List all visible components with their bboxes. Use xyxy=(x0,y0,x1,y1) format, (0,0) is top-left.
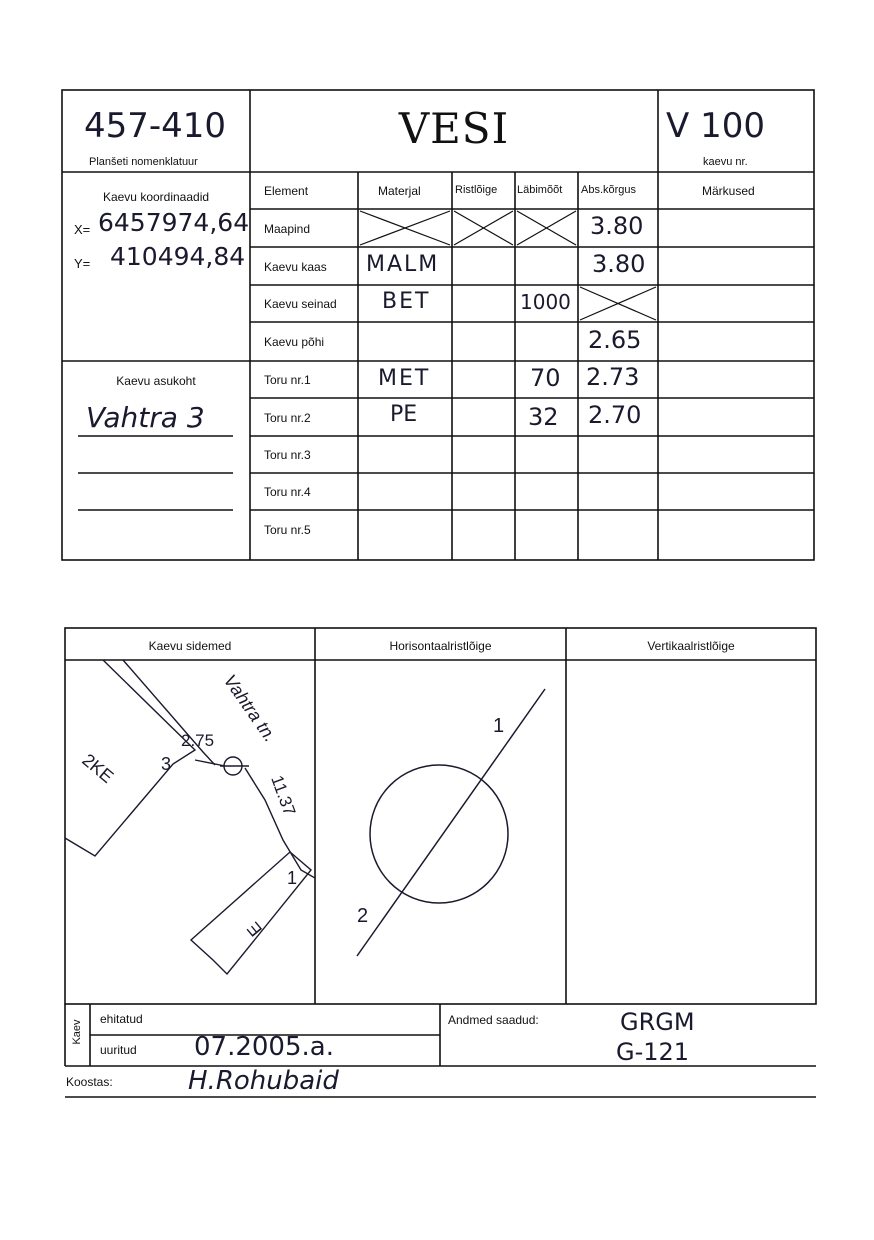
document-title: VESI xyxy=(398,104,510,153)
andmed-value-2: G-121 xyxy=(616,1038,690,1066)
koostas-value: H.Rohubaid xyxy=(188,1066,339,1096)
col-header-markused: Märkused xyxy=(702,184,755,198)
well-number-label: kaevu nr. xyxy=(703,156,748,168)
col-header-labimoot: Läbimõõt xyxy=(517,184,563,196)
cell-toru2-materjal: PE xyxy=(390,402,418,427)
sketch-building1: 2KE xyxy=(78,749,118,787)
pipe2-label: 2 xyxy=(357,905,369,927)
sketch-dist1: 2.75 xyxy=(181,731,215,750)
location-value: Vahtra 3 xyxy=(86,401,205,434)
sketch-measure-line xyxy=(195,760,225,766)
y-coordinate-label: Y= xyxy=(74,256,91,271)
upper-grid xyxy=(0,0,874,600)
col-label-vertikaal: Vertikaalristlõige xyxy=(647,639,735,653)
sketch-num3: 3 xyxy=(161,754,172,774)
y-coordinate-value: 410494,84 xyxy=(110,242,246,271)
location-sketch xyxy=(65,660,315,1004)
x-coordinate-label: X= xyxy=(74,222,91,237)
cell-maapind-abs: 3.80 xyxy=(590,212,644,240)
row-element-8: Toru nr.4 xyxy=(264,485,311,499)
cell-toru1-materjal: MET xyxy=(378,366,431,391)
andmed-value-1: GRGM xyxy=(620,1008,695,1036)
andmed-label: Andmed saadud: xyxy=(448,1013,539,1027)
well-number-value: V 100 xyxy=(666,106,765,146)
cell-pohi-abs: 2.65 xyxy=(588,326,642,354)
col-header-element: Element xyxy=(264,184,309,198)
row-element-4: Kaevu põhi xyxy=(264,335,325,349)
row-element-5: Toru nr.1 xyxy=(264,373,311,387)
row-element-9: Toru nr.5 xyxy=(264,523,311,537)
sketch-building2: E xyxy=(243,918,267,941)
col-label-horisontaal: Horisontaalristlõige xyxy=(389,639,492,653)
coordinates-label: Kaevu koordinaadid xyxy=(102,190,210,204)
col-header-abs-korgus: Abs.kõrgus xyxy=(581,184,637,196)
row-element-7: Toru nr.3 xyxy=(264,448,311,462)
x-coordinate-value: 6457974,64 xyxy=(98,208,250,237)
cell-seinad-materjal: BET xyxy=(382,289,431,314)
pipe-line xyxy=(357,689,545,956)
row-element-1: Maapind xyxy=(264,222,311,236)
row-element-2: Kaevu kaas xyxy=(264,260,327,274)
uuritud-value: 07.2005.a. xyxy=(194,1032,334,1062)
sketch-street-label: Vahtra tn. xyxy=(219,670,281,746)
cell-kaas-materjal: MALM xyxy=(366,252,440,277)
pipe1-label: 1 xyxy=(493,715,505,737)
horizontal-cross-section xyxy=(315,660,566,1004)
lower-form xyxy=(0,600,874,1120)
plansheet-value: 457-410 xyxy=(84,106,227,146)
kaev-label: Kaev xyxy=(71,1019,83,1045)
row-element-3: Kaevu seinad xyxy=(264,297,337,311)
cell-toru2-abs: 2.70 xyxy=(588,401,642,429)
koostas-label: Koostas: xyxy=(66,1075,113,1089)
location-label: Kaevu asukoht xyxy=(116,374,196,388)
col-header-materjal: Materjal xyxy=(378,184,421,198)
cell-toru1-abs: 2.73 xyxy=(586,363,640,391)
cell-toru1-labimoot: 70 xyxy=(530,364,561,392)
row-element-6: Toru nr.2 xyxy=(264,411,311,425)
ehitatud-label: ehitatud xyxy=(100,1012,143,1026)
well-outline-circle xyxy=(370,765,508,903)
cell-seinad-labimoot: 1000 xyxy=(520,290,571,314)
upper-form xyxy=(0,0,874,600)
sketch-dist2: 11.37 xyxy=(267,772,300,819)
cell-kaas-abs: 3.80 xyxy=(592,250,646,278)
col-header-ristloige: Ristlõige xyxy=(455,184,498,196)
uuritud-label: uuritud xyxy=(100,1043,137,1057)
sketch-num1: 1 xyxy=(287,868,298,888)
col-label-sidemed: Kaevu sidemed xyxy=(148,639,232,653)
cell-toru2-labimoot: 32 xyxy=(528,403,559,431)
plansheet-label: Planšeti nomenklatuur xyxy=(89,156,198,168)
